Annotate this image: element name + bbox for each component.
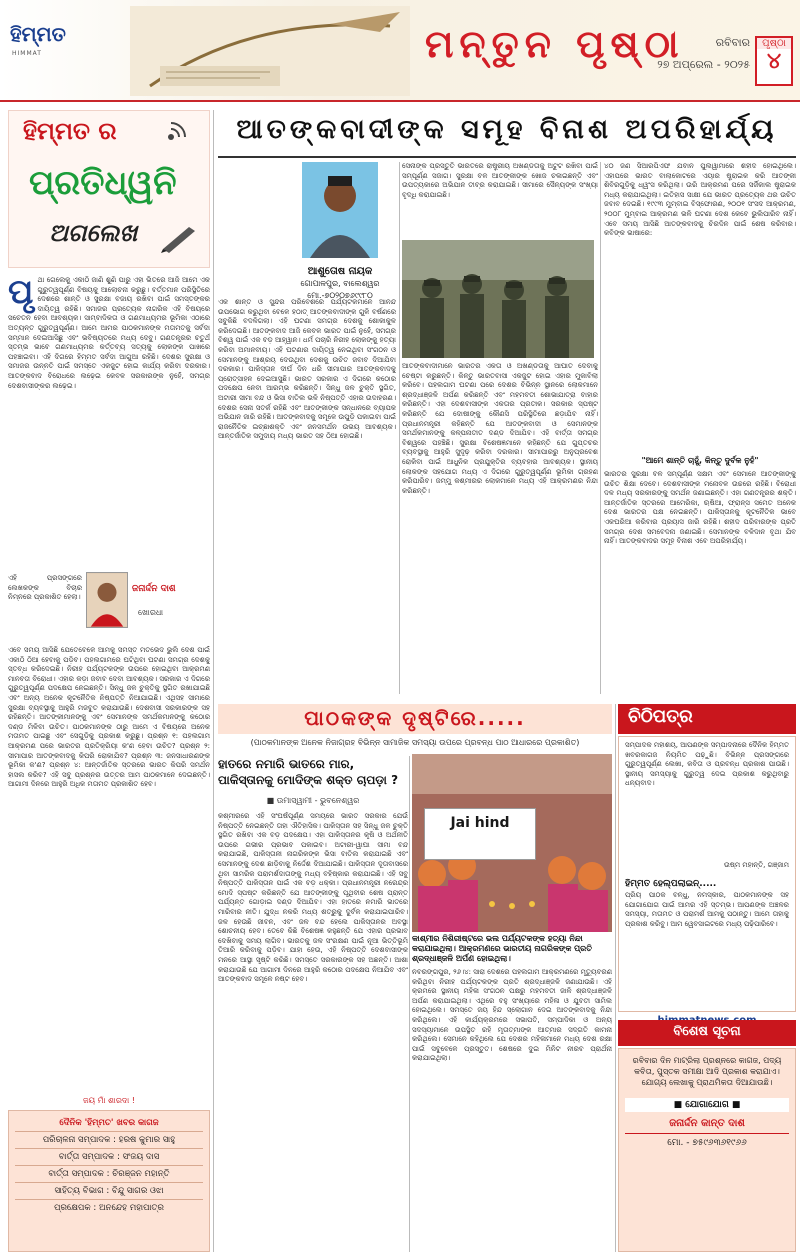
credit-line: ପ୍ରକ୍ଷେପକ : ଅନନ୍ଦେହ ମହାପାତ୍ର — [54, 1203, 164, 1213]
letter-signature: ଉଷ୍ମ ମହାନ୍ତି, ଗଞ୍ଜାମ — [723, 861, 789, 869]
article-text: ସେନାଙ୍କ ପ୍ରସ୍ତୁତି ଭାରତରେ ରାଷ୍ଟ୍ରୀୟ ଅଖଣ୍ଡତାକୁ ଅଟୁଟ ରଖିବା ପାଇଁ ସମ୍ପୂର୍ଣ୍ଣ ସଜାଗ। ସୁରକ୍ଷା ବଳ ଆତଙ୍କୀଙ୍କ ଖୋଜ ଚଳାଇଛନ୍ତି ଏବଂ ଉପତ୍ୟକାରେ ଅଭିଯାନ ତୀବ୍ର କରାଯାଇଛି। ସୀମାରେ ସୈନ୍ୟଙ୍କ ସଂଖ୍ୟା ବୃଦ୍ଧି କରାଯାଇଛି। — [402, 162, 598, 199]
editorial-text: ଏବେ ସମୟ ଆସିଛି ଯେତେବେଳେ ଆମକୁ ସମସ୍ତ ମତଭେଦ ଭୁଲି ଦେଶ ପାଇଁ ଏକାଠି ଠିଆ ହେବାକୁ ପଡ଼ିବ। ପହଲଗାମରେ ଘଟିଥିବା ଘଟଣା ସମଗ୍ର ଦେଶକୁ ସ୍ତବ୍ଧ କରିଦେଇଛି। ନିରୀହ ପର୍ଯ୍ୟଟକଙ୍କ ଉପରେ ହୋଇଥିବା ଆକ୍ରମଣ ମାନବତା ବିରୋଧୀ। ଏହାର କଡ଼ା ଜବାବ ଦେବା ଆବଶ୍ୟକ। ସରକାର ଏ ଦିଗରେ ଗୁରୁତ୍ୱପୂର୍ଣ୍ଣ ପଦକ୍ଷେପ ନେଇଛନ୍ତି। ସିନ୍ଧୁ ଜଳ ଚୁକ୍ତିକୁ ସ୍ଥଗିତ ରଖାଯାଇଛି ଏବଂ ଅନ୍ୟ ଅନେକ କୂଟନୈତିକ ନିଷ୍ପତ୍ତି ନିଆଯାଇଛି। ଏଥିସହ ସୀମାରେ ସୁରକ୍ଷା ବ୍ୟବସ୍ଥାକୁ ଆହୁରି ମଜବୁତ କରାଯାଉଛି। ଦେଶବାସୀ ସରକାରଙ୍କ ସହ ରହିଛନ୍ତି। ଆତଙ୍କୀମାନଙ୍କୁ ଏବଂ ସେମାନଙ୍କ ସମର୍ଥକମାନଙ୍କୁ କଠୋର ଦଣ୍ଡ ମିଳିବା ଉଚିତ। ପାଠକମାନଙ୍କ ଠାରୁ ଆମେ ଏ ବିଷୟରେ ଅନେକ ମତାମତ ପାଇଛୁ ଏବଂ ସେଗୁଡ଼ିକୁ ପ୍ରକାଶ କରୁଛୁ। ପ୍ରଶ୍ନ ୧: ପହଲଗାମ ଆକ୍ରମଣ ପରେ ଭାରତର ପ୍ରତିକ୍ରିୟା କ'ଣ ହେବା ଉଚିତ? ପ୍ରଶ୍ନ ୨: ସୀମାପାର ଆତଙ୍କବାଦକୁ କିପରି ରୋକାଯିବ? ପ୍ରଶ୍ନ ୩: ଜନସାଧାରଣଙ୍କ ଭୂମିକା କ'ଣ? ପ୍ରଶ୍ନ ୪: ଆନ୍ତର୍ଜାତିକ ସ୍ତରରେ ଭାରତ କିପରି ସମର୍ଥନ ହାସଲ କରିବ? ଏହି ସବୁ ପ୍ରଶ୍ନର ଉତ୍ତର ଆମ ପାଠକମାନେ ଦେଇଛନ୍ତି। ଆଗାମୀ ଦିନରେ ଆହୁରି ଅଧିକ ମତାମତ ପ୍ରକାଶିତ ହେବ। — [8, 646, 210, 789]
reader-section-note: (ପାଠକମାନଙ୍କ ଅନେକ ନିଜାଗ୍ରହ ବିଭିନ୍ନ ସାମାଜିକ ସମସ୍ୟା ଉପରେ ପ୍ରବନ୍ଧ ପାଠ ଆଧାରରେ ପ୍ରକାଶିତ) — [250, 738, 580, 747]
notice-box — [618, 1048, 796, 1252]
closing-line: ଜୟ ମାଁ ଶାରଦା ! — [83, 1096, 135, 1105]
contact-phone: ମୋ. - ୭୫୯୬୩୬୧୯୬୬ — [625, 1133, 789, 1148]
reader-news-body — [412, 968, 612, 1252]
masthead-date: ୨୭ ଅପ୍ରେଲ - ୨୦୨୫ — [657, 58, 750, 71]
left-column — [8, 110, 210, 1252]
article-text: ଏକ ଶାନ୍ତ ଓ ସୁନ୍ଦର ପରିବେଶରେ ପର୍ଯ୍ୟଟକମାନେ ଆନନ୍ଦ ଉପଭୋଗ କରୁଥିବା ବେଳେ ହଠାତ୍ ଆତଙ୍କବାଦୀଙ୍କ ଗୁଳି ବର୍ଷଣରେ ସବୁକିଛି ବଦଳିଗଲା। ଏହି ଘଟଣା ସମଗ୍ର ଦେଶକୁ ଶୋକାକୁଳ କରିଦେଇଛି। ଆତଙ୍କବାଦ ଆଜି କେବଳ ଭାରତ ପାଇଁ ନୁହେଁ, ସମଗ୍ର ବିଶ୍ୱ ପାଇଁ ଏକ ବଡ଼ ଆହ୍ୱାନ। ଧର୍ମ ପଚାରି ନିରୀହ ଲୋକଙ୍କୁ ହତ୍ୟା କରିବା ଅମାନବୀୟ। ଏହି ଘଟଣାର ଦାୟିତ୍ୱ ନେଇଥିବା ସଂଗଠନ ଓ ସେମାନଙ୍କୁ ଆଶ୍ରୟ ଦେଉଥିବା ଦେଶକୁ ଉଚିତ ଜବାବ ଦିଆଯିବା ଦରକାର। ପାକିସ୍ତାନ ଦୀର୍ଘ ଦିନ ଧରି ସୀମାପାର ଆତଙ୍କବାଦକୁ ପ୍ରୋତ୍ସାହନ ଦେଇଆସୁଛି। ଭାରତ ସରକାର ଏ ଦିଗରେ କଠୋର ପଦକ୍ଷେପ ନେବା ଆରମ୍ଭ କରିଛନ୍ତି। ସିନ୍ଧୁ ଜଳ ଚୁକ୍ତି ସ୍ଥଗିତ, ଅଟାରୀ ସୀମା ବନ୍ଦ ଓ ଭିସା ବାତିଲ ଭଳି ନିଷ୍ପତ୍ତି ଏହାର ଉଦାହରଣ। ଦେଶର ସେନା ସତର୍କ ରହିଛି ଏବଂ ଆତଙ୍କୀଙ୍କ ସନ୍ଧାନରେ ବ୍ୟାପକ ଅଭିଯାନ ଜାରି ରହିଛି। ଆତଙ୍କବାଦକୁ ସମୂଳେ ଉପୁଡ଼ି ପକାଇବା ପାଇଁ ରାଜନୈତିକ ଇଚ୍ଛାଶକ୍ତି ଏବଂ ଜନସମର୍ଥନ ଉଭୟ ଆବଶ୍ୟକ। ଆନ୍ତର୍ଜାତିକ ସମୁଦାୟ ମଧ୍ୟ ଭାରତ ସହ ଠିଆ ହୋଇଛି। — [218, 298, 396, 441]
photo-caption: କାଶ୍ମୀର ନିଶିରୀଷ୍ଟରେ ଭଲ ପର୍ଯ୍ୟଟକଙ୍କ ହତ୍ୟା ନିନ୍ଦା କରାଯାଇଥିଲା। ଆକ୍ରମଣରେ ଭାରତୀୟ ନାଗରିକଙ୍କ ପ୍ରତି ଶ୍ରଦ୍ଧାଞ୍ଜଳି ଅର୍ପଣ ହୋଇଥିଲା। — [412, 934, 592, 963]
page-label: ପୃଷ୍ଠା — [757, 38, 791, 49]
reporter-photo — [302, 162, 378, 258]
letters-title: ଚିଠିପତ୍ର — [618, 704, 796, 734]
author-photo — [86, 572, 128, 628]
credits-box — [8, 1110, 210, 1252]
brand-line-3: ଅଗଲେଖ — [49, 219, 138, 247]
article-text: କଶ୍ମୀରରେ ଏହି ସଂଘର୍ଷପୂର୍ଣ୍ଣ ସମୟରେ ଭାରତ ସରକାର ଯେଉଁ ନିଷ୍ପତ୍ତି ନେଇଛନ୍ତି ତାହା ଐତିହାସିକ। ପାକିସ୍ତାନ ସହ ସିନ୍ଧୁ ଜଳ ଚୁକ୍ତି ସ୍ଥଗିତ ରଖିବା ଏକ ବଡ଼ ପଦକ୍ଷେପ। ଏହା ପାକିସ୍ତାନର କୃଷି ଓ ଅର୍ଥନୀତି ଉପରେ ଗଭୀର ପ୍ରଭାବ ପକାଇବ। ଅଟାରୀ-ୱାଘା ସୀମା ବନ୍ଦ କରାଯାଇଛି, ପାକିସ୍ତାନୀ ନାଗରିକଙ୍କ ଭିସା ବାତିଲ କରାଯାଇଛି ଏବଂ ସେମାନଙ୍କୁ ଦେଶ ଛାଡ଼ିବାକୁ ନିର୍ଦ୍ଦେଶ ଦିଆଯାଇଛି। ପାକିସ୍ତାନ ଦୂତାବାସରେ ଥିବା ସାମରିକ ପରାମର୍ଶଦାତାଙ୍କୁ ମଧ୍ୟ ବହିଷ୍କାର କରାଯାଇଛି। ଏହି ସବୁ ନିଷ୍ପତ୍ତି ପାକିସ୍ତାନ ପାଇଁ ଏକ ବଡ଼ ଧକ୍କା। ପ୍ରଧାନମନ୍ତ୍ରୀ ନରେନ୍ଦ୍ର ମୋଦି ସ୍ପଷ୍ଟ କରିଛନ୍ତି ଯେ ଆତଙ୍କୀଙ୍କୁ ପୃଥିବୀର ଶେଷ ପ୍ରାନ୍ତ ପର୍ଯ୍ୟନ୍ତ ଗୋଡ଼ାଇ ଦଣ୍ଡ ଦିଆଯିବ। ଏହା ହାତରେ ନମାରି ଭାତରେ ମାରିବାର ନୀତି। ଯୁଦ୍ଧ ନକରି ମଧ୍ୟ ଶତ୍ରୁକୁ ଦୁର୍ବଳ କରାଯାଇପାରିବ। ଜଳ ହେଉଛି ଜୀବନ, ଏବଂ ଜଳ ବନ୍ଦ ହେଲେ ପାକିସ୍ତାନର ଅବସ୍ଥା ଶୋଚନୀୟ ହେବ। ତେବେ କିଛି ବିଶେଷଜ୍ଞ କହୁଛନ୍ତି ଯେ ଏହାର ପ୍ରଭାବ ଦେଖିବାକୁ ସମୟ ଲାଗିବ। ଭାରତକୁ ଜଳ ସଂରକ୍ଷଣ ପାଇଁ ନୂଆ ଭିତ୍ତିଭୂମି ତିଆରି କରିବାକୁ ପଡ଼ିବ। ଯାହା ହେଉ, ଏହି ନିଷ୍ପତ୍ତି ଦେଶବାସୀଙ୍କ ମନରେ ଆସ୍ଥା ସୃଷ୍ଟି କରିଛି। ସମସ୍ତେ ସରକାରଙ୍କ ସହ ଅଛନ୍ତି। ଆଶା କରାଯାଉଛି ଯେ ଆଗାମୀ ଦିନରେ ଆହୁରି କଠୋର ପଦକ୍ଷେପ ନିଆଯିବ ଏବଂ ଆତଙ୍କବାଦ ସମୂଳେ ନଷ୍ଟ ହେବ। — [218, 812, 408, 984]
notice-title: ବିଶେଷ ସୂଚନା — [618, 1020, 796, 1046]
letter-text: ସମ୍ପାଦକ ମହାଶୟ, ଆପଣଙ୍କ ସମ୍ପାଦନାରେ ଦୈନିକ ହିମ୍ମତ ଖବରକାଗଜ ନିୟମିତ ପଢ଼ୁଛି। ବିଭିନ୍ନ ପ୍ରସଙ୍ଗରେ ଗୁରୁତ୍ୱପୂର୍ଣ୍ଣ ଲେଖା, କବିତା ଓ ପ୍ରବନ୍ଧ ପ୍ରକାଶ ପାଉଛି। ସ୍ଥାନୀୟ ସମସ୍ୟାକୁ ଗୁରୁତ୍ୱ ଦେଇ ପ୍ରକାଶ କରୁଥିବାରୁ ଧନ୍ୟବାଦ। — [625, 741, 789, 788]
credit-line: ପରିଚାଳନା ସମ୍ପାଦକ : ହରଷ କୁମାର ସାହୁ — [15, 1132, 203, 1149]
contact-label: ■ ଯୋଗାଯୋଗ ■ — [625, 1098, 789, 1112]
column-divider — [600, 162, 601, 694]
column-divider — [213, 110, 214, 1252]
masthead-datebox — [645, 36, 750, 72]
page-number: ୪ — [766, 49, 782, 74]
masthead — [0, 0, 800, 102]
author-name: ଜନାର୍ଦ୍ଦନ ଦାଶ — [132, 584, 176, 594]
pen-icon — [159, 223, 199, 253]
intro-body: ଥା ଗେଲେକୁ ଏକାଠି ଜାଣି ଶୁଣି ପାରୁ ଏହା ଭିତରେ ଆଜି ଆମେ ଏକ ଗୁରୁତ୍ୱପୂର୍ଣ୍ଣ ବିଷୟକୁ ଆଲୋଚନା କରୁଛୁ। ବର୍ତ୍ତମାନ ପରିସ୍ଥିତିରେ ଦେଶରେ ଶାନ୍ତି ଓ ସୁରକ୍ଷା ବଜାୟ ରଖିବା ପାଇଁ ସମସ୍ତଙ୍କର ଦାୟିତ୍ୱ ରହିଛି। ସମାଜର ପ୍ରତ୍ୟେକ ନାଗରିକ ଏହି ବିଷୟରେ ସଚେତନ ହେବା ଆବଶ୍ୟକ। ସାମ୍ବାଦିକତା ଓ ଗଣମାଧ୍ୟମର ଭୂମିକା ଏଠାରେ ଅତ୍ୟନ୍ତ ଗୁରୁତ୍ୱପୂର୍ଣ୍ଣ। ଆମେ ଆମର ପାଠକମାନଙ୍କ ମତାମତକୁ ସର୍ବଦା ସମ୍ମାନ ଦେଇଆସିଛୁ ଏବଂ ଭବିଷ୍ୟତରେ ମଧ୍ୟ ଦେବୁ। ଗଣତନ୍ତ୍ରର ଚତୁର୍ଥ ସ୍ତମ୍ଭ ଭାବେ ଗଣମାଧ୍ୟମର କର୍ତ୍ତବ୍ୟ ସତ୍ୟକୁ ଲୋକଙ୍କ ପାଖରେ ପହଞ୍ଚାଇବା। ଏହି ଦିଗରେ ହିମ୍ମତ ସର୍ବଦା ଆଗୁଆ ରହିଛି। ଦେଶର ସୁରକ୍ଷା ଓ ସମାଜର ଉନ୍ନତି ପାଇଁ ସମସ୍ତେ ଏକଜୁଟ ହୋଇ କାର୍ଯ୍ୟ କରିବା ଦରକାର। ଆତଙ୍କବାଦ ବିରୋଧରେ ଲଢ଼େଇ କେବଳ ସରକାରଙ୍କ ନୁହେଁ, ସମଗ୍ର ଦେଶବାସୀଙ୍କର ଲଢ଼େଇ। — [8, 276, 210, 390]
headline-rule — [218, 156, 796, 158]
masthead-day: ରବିବାର — [715, 36, 750, 49]
brand-box — [8, 110, 210, 268]
main-headline: ଆତଙ୍କବାଦୀଙ୍କ ସମୂହ ବିନାଶ ଅପରିହାର୍ଯ୍ୟ — [236, 114, 778, 145]
page-number-badge — [755, 36, 793, 86]
article-column-3 — [604, 162, 796, 694]
soldiers-photo — [402, 240, 594, 358]
brand-line-2: ପ୍ରତିଧ୍ୱନି — [29, 163, 177, 203]
page-title: ମନ୍ତୁନ ପୃଷ୍ଠା — [425, 22, 685, 66]
reporter-name: ଆଶୁତୋଷ ନାୟକ — [307, 266, 373, 277]
credit-line: ବାର୍ତ୍ତା ସମ୍ପାଦକ : ଚିରଞ୍ଜନ ମହାନ୍ତି — [15, 1166, 203, 1183]
reporter-place: ଗୋପାଳପୁର, ବାଲେଶ୍ୱର — [300, 279, 380, 288]
column-divider — [615, 704, 616, 1252]
reporter-box — [272, 162, 408, 301]
masthead-logo-sub: HIMMAT — [12, 50, 42, 57]
author-place: ଖୋରଧା — [138, 608, 164, 617]
letter-text: ପ୍ରିୟ ପାଠକ ବନ୍ଧୁ, ନମସ୍କାର, ପାଠକମାନଙ୍କ ସହ ଯୋଗାଯୋଗ ପାଇଁ ଆମର ଏହି ସ୍ତମ୍ଭ। ଆପଣଙ୍କ ଅଞ୍ଚଳର ସମସ୍ୟା, ମତାମତ ଓ ପରାମର୍ଶ ଆମକୁ ପଠାନ୍ତୁ। ଆମେ ତାହାକୁ ପ୍ରକାଶ କରିବୁ। ଆମ ୱେବସାଇଟରେ ମଧ୍ୟ ପଢ଼ିପାରିବେ। — [625, 891, 789, 928]
author-box — [8, 572, 210, 644]
credit-line: ସାହିତ୍ୟ ବିଭାଗ : ବିନ୍ଦୁ ସାଗର ଓଝା — [15, 1183, 203, 1200]
author-intro: ଏହି ପ୍ରସଙ୍ଗରେ ଲେଖକଙ୍କ ବିଚାର ନିମ୍ନରେ ପ୍ରକାଶିତ ହେଲା। — [8, 574, 82, 602]
credit-line: ବାର୍ତ୍ତା ସମ୍ପାଦକ : ସଂଜୟ ଦାସ — [15, 1149, 203, 1166]
jai-hind-banner: Jai hind — [424, 808, 536, 860]
letters-box — [618, 736, 796, 1012]
masthead-logo: ହିମ୍ମତ — [10, 22, 66, 46]
column-divider — [409, 756, 410, 1252]
article-text: ଆତଙ୍କବାଦୀମାନେ ଭାରତର ଏକତା ଓ ଅଖଣ୍ଡତାକୁ ଆଘାତ ଦେବାକୁ ଚେଷ୍ଟା କରୁଛନ୍ତି। କିନ୍ତୁ ଭାରତବାସୀ ଏକଜୁଟ ହୋଇ ଏହାର ମୁକାବିଲା କରିବେ। ପହଲଗାମ ଘଟଣା ପରେ ଦେଶର ବିଭିନ୍ନ ସ୍ଥାନରେ ଲୋକମାନେ ଶ୍ରଦ୍ଧାଞ୍ଜଳି ଅର୍ପଣ କରିଛନ୍ତି ଏବଂ ମହମବତୀ ଶୋଭାଯାତ୍ରା ବାହାର କରିଛନ୍ତି। ଏହା ଦେଶବାସୀଙ୍କ ଏକତାର ପ୍ରତୀକ। ସରକାର ସ୍ପଷ୍ଟ କରିଛନ୍ତି ଯେ ଦୋଷୀଙ୍କୁ କୌଣସି ପରିସ୍ଥିତିରେ ଛଡ଼ାଯିବ ନାହିଁ। ପ୍ରଧାନମନ୍ତ୍ରୀ କହିଛନ୍ତି ଯେ ଆତଙ୍କବାଦୀ ଓ ସେମାନଙ୍କ ସମର୍ଥକମାନଙ୍କୁ କଳ୍ପନାତୀତ ଦଣ୍ଡ ଦିଆଯିବ। ଏହି ବାର୍ତ୍ତା ସମଗ୍ର ବିଶ୍ୱରେ ପହଞ୍ଚିଛି। ସୁରକ୍ଷା ବିଶେଷଜ୍ଞମାନେ କହିଛନ୍ତି ଯେ ଗୁପ୍ତଚର ବ୍ୟବସ୍ଥାକୁ ଆହୁରି ସୁଦୃଢ଼ କରିବା ଦରକାର। ସୀମାପାରରୁ ଅନୁପ୍ରବେଶ ରୋକିବା ପାଇଁ ଆଧୁନିକ ପ୍ରଯୁକ୍ତିର ବ୍ୟବହାର ଆବଶ୍ୟକ। ସ୍ଥାନୀୟ ଲୋକଙ୍କ ସହଯୋଗ ମଧ୍ୟ ଏ ଦିଗରେ ଗୁରୁତ୍ୱପୂର୍ଣ୍ଣ ଭୂମିକା ଗ୍ରହଣ କରିପାରିବ। ଜମ୍ମୁ କଶ୍ମୀରର ଲୋକମାନେ ମଧ୍ୟ ଏହି ଆକ୍ରମଣର ନିନ୍ଦା କରିଛନ୍ତି। — [402, 362, 598, 495]
reader-section-title: ପାଠକଙ୍କ ଦୃଷ୍ଟିରେ..... — [218, 704, 612, 734]
letter-heading: ହିମ୍ମତ ହେଲ୍ପଲାଇନ୍..... — [625, 879, 717, 889]
quill-pen-artwork-icon — [130, 6, 410, 96]
column-divider — [399, 162, 400, 694]
article-column-1 — [218, 298, 396, 694]
broadcast-icon — [165, 119, 193, 143]
article-text: ନବରଙ୍ଗପୁର, ୨୬।୪: ସାରା ଦେଶରେ ପହଲଗାମ ଆକ୍ରମଣରେ ମୃତ୍ୟୁବରଣ କରିଥିବା ନିରୀହ ପର୍ଯ୍ୟଟକଙ୍କ ପ୍ରତି ଶ୍ରଦ୍ଧାଞ୍ଜଳି ଜଣାଯାଉଛି। ଏହି କ୍ରମରେ ସ୍ଥାନୀୟ ମହିଳା ସଂଗଠନ ପକ୍ଷରୁ ମହମବତୀ ଜାଳି ଶ୍ରଦ୍ଧାଞ୍ଜଳି ଅର୍ପଣ କରାଯାଇଥିଲା। ଏଥିରେ ବହୁ ସଂଖ୍ୟାରେ ମହିଳା ଓ ଯୁବତୀ ସାମିଲ ହୋଇଥିଲେ। ସମସ୍ତେ ଜୟ ହିନ୍ଦ ସ୍ଲୋଗାନ ଦେଇ ଆତଙ୍କବାଦକୁ ନିନ୍ଦା କରିଥିଲେ। ଏହି କାର୍ଯ୍ୟକ୍ରମରେ ସଭାପତି, ସମ୍ପାଦିକା ଓ ଅନ୍ୟ ସଦସ୍ୟାମାନେ ଉପସ୍ଥିତ ରହି ମୃତାତ୍ମାଙ୍କ ଆତ୍ମାର ସଦ୍‌ଗତି କାମନା କରିଥିଲେ। ସେମାନେ କହିଥିଲେ ଯେ ଦେଶର ମହିଳାମାନେ ମଧ୍ୟ ଦେଶ ରକ୍ଷା ପାଇଁ ସବୁବେଳେ ପ୍ରସ୍ତୁତ। ଶେଷରେ ଦୁଇ ମିନିଟ ନୀରବ ପ୍ରାର୍ଥନା କରାଯାଇଥିଲା। — [412, 968, 612, 1063]
pull-quote: "ଆମେ ଶାନ୍ତି ଚାହୁଁ, କିନ୍ତୁ ଦୁର୍ବଳ ନୁହଁ" — [641, 456, 759, 465]
reporter-phone: ମୋ.-୭୦୨୦୭୬୯୯୮୦ — [307, 291, 373, 300]
article-text: ଭାରତର ସୁରକ୍ଷା ବଳ ସମ୍ପୂର୍ଣ୍ଣ ସକ୍ଷମ ଏବଂ ସେମାନେ ଆତଙ୍କୀଙ୍କୁ ଉଚିତ ଶିକ୍ଷା ଦେବେ। ଦେଶବାସୀଙ୍କ ମନୋବଳ ଉଚ୍ଚରେ ରହିଛି। ବିରୋଧୀ ଦଳ ମଧ୍ୟ ସରକାରଙ୍କୁ ସମର୍ଥନ ଜଣାଇଛନ୍ତି। ଏହା ଗଣତନ୍ତ୍ରର ଶକ୍ତି। ଆନ୍ତର୍ଜାତିକ ସ୍ତରରେ ଆମେରିକା, ଋଷିଆ, ଫ୍ରାନ୍ସ ସମେତ ଅନେକ ଦେଶ ଭାରତର ପକ୍ଷ ନେଇଛନ୍ତି। ପାକିସ୍ତାନକୁ କୂଟନୈତିକ ଭାବେ ଏକଘରିଆ କରିବାର ପ୍ରୟାସ ଜାରି ରହିଛି। ଶହୀଦ ପରିବାରଙ୍କ ପ୍ରତି ସମଗ୍ର ଦେଶ ସମବେଦନା ଜଣାଇଛି। ସେମାନଙ୍କ ବଳିଦାନ ବୃଥା ଯିବ ନାହିଁ। ଆତଙ୍କବାଦର ସମୂହ ବିନାଶ ଏବେ ଅପରିହାର୍ଯ୍ୟ। — [604, 470, 796, 546]
article-column-2-bottom — [402, 362, 598, 694]
brand-line-1: ହିମ୍ମତ ର — [23, 117, 117, 145]
reader-article-body — [218, 812, 408, 1252]
contact-name: ଜନାର୍ଦ୍ଦନ କାନ୍ତ ଦାଶ — [669, 1118, 745, 1129]
intro-text — [8, 276, 210, 568]
article-text: ୪୦ ଜଣ ସିଆରପିଏଫ ଯବାନ ପୁଲୱାମାରେ ଶହୀଦ ହୋଇଥିଲେ। ଏହାପରେ ଭାରତ ବାଲାକୋଟରେ ଏୟାର ଷ୍ଟ୍ରାଇକ କରି ଆତଙ୍କୀ ଶିବିରଗୁଡ଼ିକୁ ଧ୍ୱଂସ କରିଥିଲା। ଉରି ଆକ୍ରମଣ ପରେ ସର୍ଜିକାଲ ଷ୍ଟ୍ରାଇକ ମଧ୍ୟ କରାଯାଇଥିଲା। ଇତିହାସ ସାକ୍ଷୀ ଯେ ଭାରତ ପ୍ରତ୍ୟେକ ଥର ଉଚିତ ଜବାବ ଦେଇଛି। ୧୯୯୩ ମୁମ୍ବାଇ ବିସ୍ଫୋରଣ, ୨୦୦୧ ସଂସଦ ଆକ୍ରମଣ, ୨୦୦୮ ମୁମ୍ବାଇ ଆକ୍ରମଣ ଭଳି ଘଟଣା ଦେଶ କେବେ ଭୁଲିପାରିବ ନାହିଁ। ଏବେ ସମୟ ଆସିଛି ଆତଙ୍କବାଦକୁ ଚିରଦିନ ପାଇଁ ଶେଷ କରିବାର। କବିଙ୍କ ଭାଷାରେ: — [604, 162, 796, 238]
reader-byline: ■ ଉମାସ୍ୱାମୀ - ଭୁବନେଶ୍ୱର — [266, 796, 360, 805]
notice-text: ରବିବାର ଦିନ ମାଟ୍ରିଲା ପ୍ରଶ୍ନରେ କାଗଜ, ପଦ୍ୟ କବିତା, ପୁସ୍ତକ ସମୀକ୍ଷା ଆଦି ପ୍ରକାଶ କରାଯାଏ। ଯୋଗ୍ୟ ଲେଖାକୁ ପ୍ରାଥମିକତା ଦିଆଯାଉଛି। — [632, 1056, 782, 1087]
credit-line: ଦୈନିକ 'ହିମ୍ମତ' ଖବର କାଗଜ — [15, 1115, 203, 1132]
reader-article-title: ହାତରେ ନମାରି ଭାତରେ ମାର, ପାକିସ୍ତାନକୁ ମୋଦିଙ୍କ ଶକ୍ତ ଚାପଡ଼ା ? — [218, 757, 399, 787]
dropcap: ପୃ — [8, 276, 34, 312]
